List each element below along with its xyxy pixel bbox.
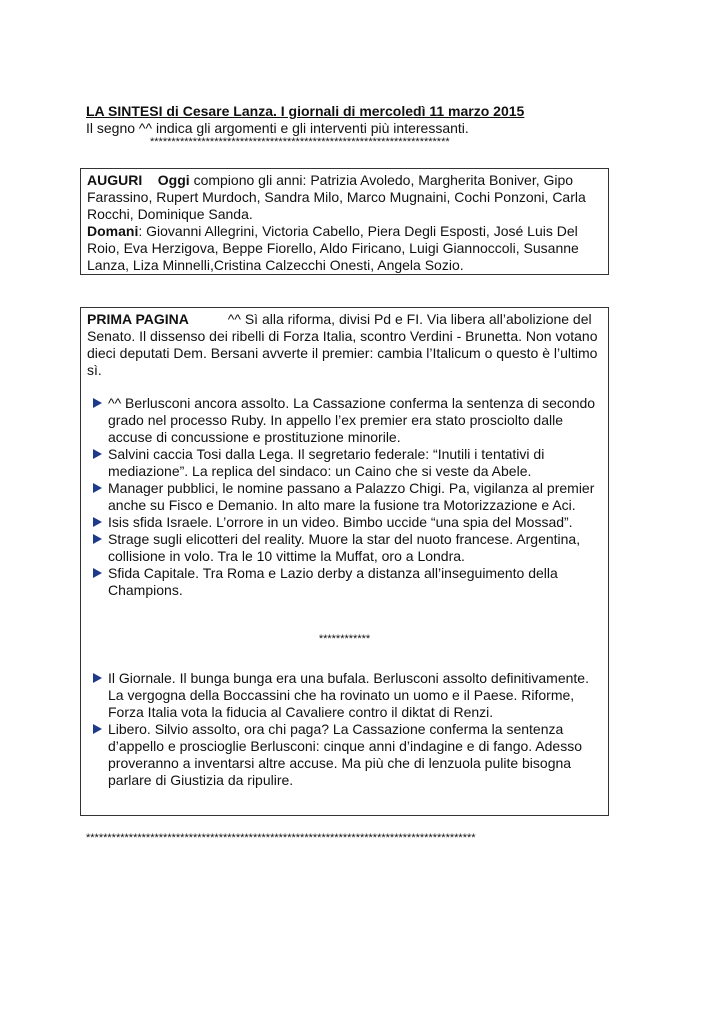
list-item: ^^ Berlusconi ancora assolto. La Cassazione conferma la sentenza di secondo grado nel processo Ruby. In appello l’ex premier era stato prosciolto dalle accuse di concussione e prostituzione minorile.: [87, 395, 602, 446]
footer-separator: *******************************************************************************************: [86, 833, 476, 844]
list-item: Il Giornale. Il bunga bunga era una bufala. Berlusconi assolto definitivamente. La vergogna della Boccassini che ha rovinato un uomo e il Paese. Riforme, Forza Italia vota la fiducia al Cavaliere contro il diktat di Renzi.: [87, 670, 602, 721]
list-item: Libero. Silvio assolto, ora chi paga? La Cassazione conferma la sentenza d’appello e proscioglie Berlusconi: cinque anni d’indagine e di fango. Adesso proveranno a inventarsi altre accuse. Ma più che di lenzuola pulite bisogna parlare di Giustizia da ripulire.: [87, 721, 602, 789]
prima-pagina-box: [80, 307, 609, 816]
section-separator: ************: [318, 633, 371, 645]
document-title: LA SINTESI di Cesare Lanza. I giornali di mercoledì 11 marzo 2015: [86, 103, 525, 119]
auguri-box: [80, 168, 609, 275]
arrow-bullet-icon: [93, 724, 102, 734]
arrow-bullet-icon: [93, 534, 102, 544]
list-item: Salvini caccia Tosi dalla Lega. Il segretario federale: “Inutili i tentativi di mediazione”. La replica del sindaco: un Caino che si veste da Abele.: [87, 446, 602, 480]
list-item: Strage sugli elicotteri del reality. Muore la star del nuoto francese. Argentina, collisione in volo. Tra le 10 vittime la Muffat, oro a Londra.: [87, 531, 602, 565]
press-list: [87, 670, 602, 789]
list-item: Sfida Capitale. Tra Roma e Lazio derby a distanza all’inseguimento della Champions.: [87, 565, 602, 599]
auguri-domani-paragraph: [87, 223, 602, 274]
document-subtitle: Il segno ^^ indica gli argomenti e gli interventi più interessanti.: [86, 120, 469, 136]
prima-pagina-intro: [87, 311, 602, 379]
oggi-label: Oggi: [157, 172, 190, 188]
domani-label: Domani: [87, 223, 139, 239]
arrow-bullet-icon: [93, 398, 102, 408]
prima-pagina-label: PRIMA PAGINA: [87, 311, 189, 327]
domani-text: : Giovanni Allegrini, Victoria Cabello, Piera Degli Esposti, José Luis Del Roio, Eva Herzigova, Beppe Fiorello, Aldo Firicano, Luigi Giannoccoli, Susanne Lanza, Liza Minnelli,Cristina Calzecchi Onesti, Angela Sozio.: [87, 223, 579, 273]
auguri-label: AUGURI: [87, 172, 143, 188]
auguri-oggi-paragraph: [87, 172, 602, 223]
list-item: Isis sfida Israele. L’orrore in un video. Bimbo uccide “una spia del Mossad”.: [87, 514, 602, 531]
news-list: [87, 395, 602, 599]
arrow-bullet-icon: [93, 673, 102, 683]
list-item: Manager pubblici, le nomine passano a Palazzo Chigi. Pa, vigilanza al premier anche su Fisco e Demanio. In alto mare la fusione tra Motorizzazione e Aci.: [87, 480, 602, 514]
arrow-bullet-icon: [93, 483, 102, 493]
arrow-bullet-icon: [93, 568, 102, 578]
prima-pagina-intro-text: ^^ Sì alla riforma, divisi Pd e FI. Via libera all’abolizione del Senato. Il dissenso dei ribelli di Forza Italia, scontro Verdini - Brunetta. Non votano dieci deputati Dem. Bersani avverte il premier: cambia l’Italicum o questo è l’ultimo sì.: [87, 311, 598, 378]
arrow-bullet-icon: [93, 449, 102, 459]
oggi-text: compiono gli anni: Patrizia Avoledo, Margherita Boniver, Gipo Farassino, Rupert Murdoch, Sandra Milo, Marco Mugnaini, Cochi Ponzoni, Carla Rocchi, Dominique Sanda.: [87, 172, 586, 222]
header-separator: **********************************************************************: [150, 137, 450, 148]
arrow-bullet-icon: [93, 517, 102, 527]
